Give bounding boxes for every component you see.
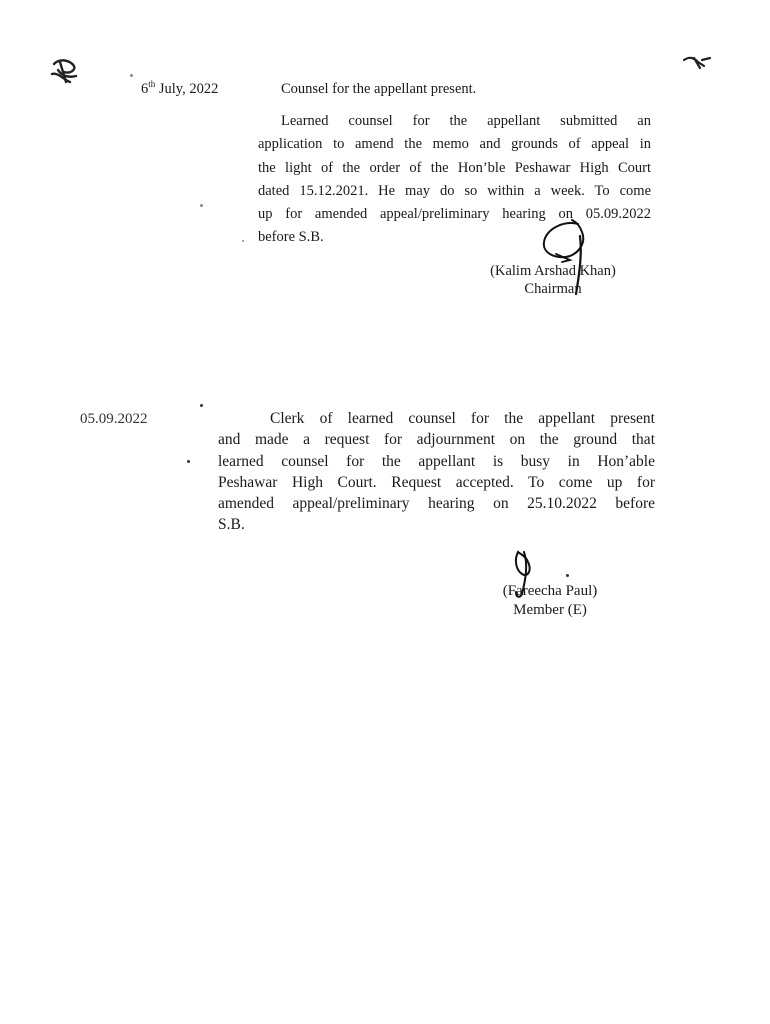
stamp-mark-icon: [48, 56, 82, 86]
paragraph-line: before S.B.: [258, 229, 324, 246]
paragraph-line: learned counsel for the appellant is busy in Hon’able: [218, 452, 655, 470]
paragraph-line: up for amended appeal/preliminary hearing on 05.09.2022: [258, 206, 651, 223]
scan-speck: [200, 204, 203, 207]
paragraph-line: S.B.: [218, 516, 245, 534]
signatory-name: (Kalim Arshad Khan): [490, 263, 616, 279]
entry-heading: Counsel for the appellant present.: [281, 81, 477, 97]
paragraph-line: Learned counsel for the appellant submitted an: [281, 113, 651, 129]
paragraph-line: the light of the order of the Hon’ble Peshawar High Court: [258, 159, 651, 176]
date-month-year: July, 2022: [155, 81, 219, 97]
entry-date: [141, 78, 218, 101]
paragraph-line: amended appeal/preliminary hearing on 25.10.2022 before: [218, 495, 655, 513]
paragraph-line: Clerk of learned counsel for the appellant present: [270, 410, 655, 427]
paragraph-line: application to amend the memo and grounds of appeal in: [258, 136, 651, 153]
date-day: 6: [141, 81, 149, 97]
signatory-title: Member (E): [513, 602, 587, 618]
paragraph-line: and made a request for adjournment on the ground that: [218, 431, 655, 449]
order-paragraph: [218, 408, 655, 536]
signatory-block: [470, 582, 630, 620]
scan-speck: [242, 240, 244, 242]
scan-speck: [187, 460, 190, 463]
scan-speck: [130, 74, 133, 77]
date-ordinal: th: [148, 79, 156, 90]
scan-speck: [200, 404, 203, 407]
signatory-name: (Fareecha Paul): [502, 583, 598, 599]
signatory-block: [468, 262, 638, 298]
scribble-mark-icon: [682, 54, 712, 72]
paragraph-line: dated 15.12.2021. He may do so within a week. To come: [258, 182, 651, 199]
scan-speck: [566, 574, 569, 577]
signatory-title: Chairman: [524, 281, 582, 297]
paragraph-line: Peshawar High Court. Request accepted. To come up for: [218, 473, 655, 491]
entry-date: 05.09.2022: [80, 411, 148, 427]
